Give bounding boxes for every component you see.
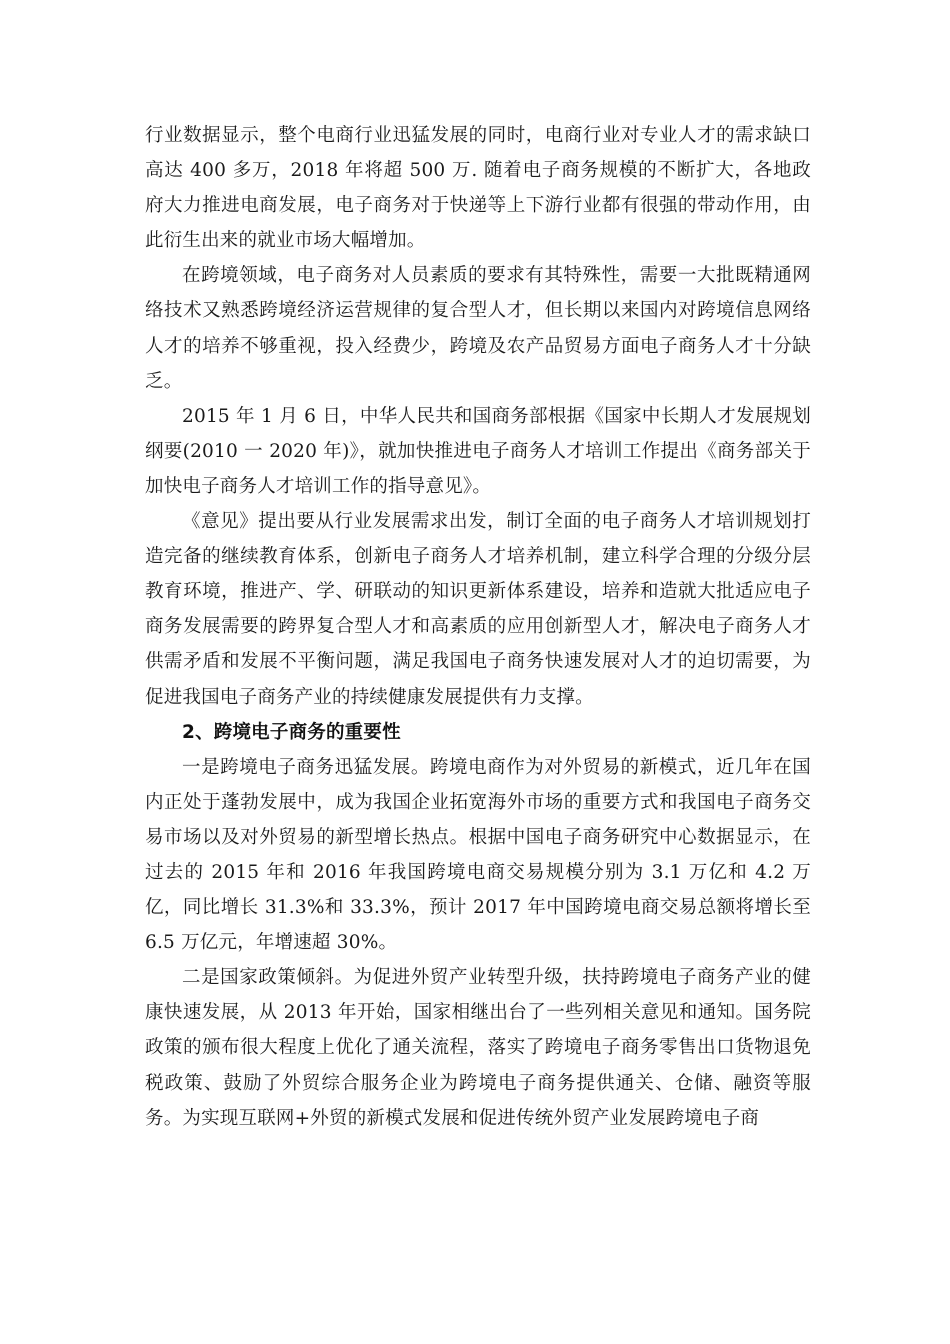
document-body [145,118,811,1136]
paragraph-industry-data: 行业数据显示，整个电商行业迅猛发展的同时，电商行业对专业人才的需求缺口高达 400 多万，2018 年将超 500 万. 随着电子商务规模的不断扩大，各地政府大力推进电商发展，电子商务对于快递等上下游行业都有很强的带动作用，由此衍生出来的就业市场大幅增加。 [145,125,811,252]
paragraph-opinion: 《意见》提出要从行业发展需求出发，制订全面的电子商务人才培训规划打造完备的继续教育体系，创新电子商务人才培养机制，建立科学合理的分级分层教育环境，推进产、学、研联动的知识更新体系建设，培养和造就大批适应电子商务发展需要的跨界复合型人才和高素质的应用创新型人才，解决电子商务人才供需矛盾和发展不平衡问题，满足我国电子商务快速发展对人才的迫切需要，为促进我国电子商务产业的持续健康发展提供有力支撑。 [145,511,811,708]
paragraph-policy-support: 二是国家政策倾斜。为促进外贸产业转型升级，扶持跨境电子商务产业的健康快速发展，从 2013 年开始，国家相继出台了一些列相关意见和通知。国务院政策的颁布很大程度上优化了通关流程，落实了跨境电子商务零售出口货物退免税政策、鼓励了外贸综合服务企业为跨境电子商务提供通关、仓储、融资等服务。为实现互联网+外贸的新模式发展和促进传统外贸产业发展跨境电子商 [145,967,811,1129]
paragraph-cross-border-talent: 在跨境领域，电子商务对人员素质的要求有其特殊性，需要一大批既精通网络技术又熟悉跨境经济运营规律的复合型人才，但长期以来国内对跨境信息网络人才的培养不够重视，投入经费少，跨境及农产品贸易方面电子商务人才十分缺乏。 [145,265,811,392]
paragraph-rapid-development: 一是跨境电子商务迅猛发展。跨境电商作为对外贸易的新模式，近几年在国内正处于蓬勃发展中，成为我国企业拓宽海外市场的重要方式和我国电子商务交易市场以及对外贸易的新型增长热点。根据中国电子商务研究中心数据显示，在过去的 2015 年和 2016 年我国跨境电商交易规模分别为 3.1 万亿和 4.2 万亿，同比增长 31.3%和 33.3%，预计 2017 年中国跨境电商交易总额将增长至 6.5 万亿元，年增速超 30%。 [145,756,811,954]
paragraph-ministry-guidance: 2015 年 1 月 6 日，中华人民共和国商务部根据《国家中长期人才发展规划纲要(2010 一 2020 年)》，就加快推进电子商务人才培训工作提出《商务部关于加快电子商务人才培训工作的指导意见》。 [145,405,811,497]
section-heading: 2、跨境电子商务的重要性 [182,721,401,743]
